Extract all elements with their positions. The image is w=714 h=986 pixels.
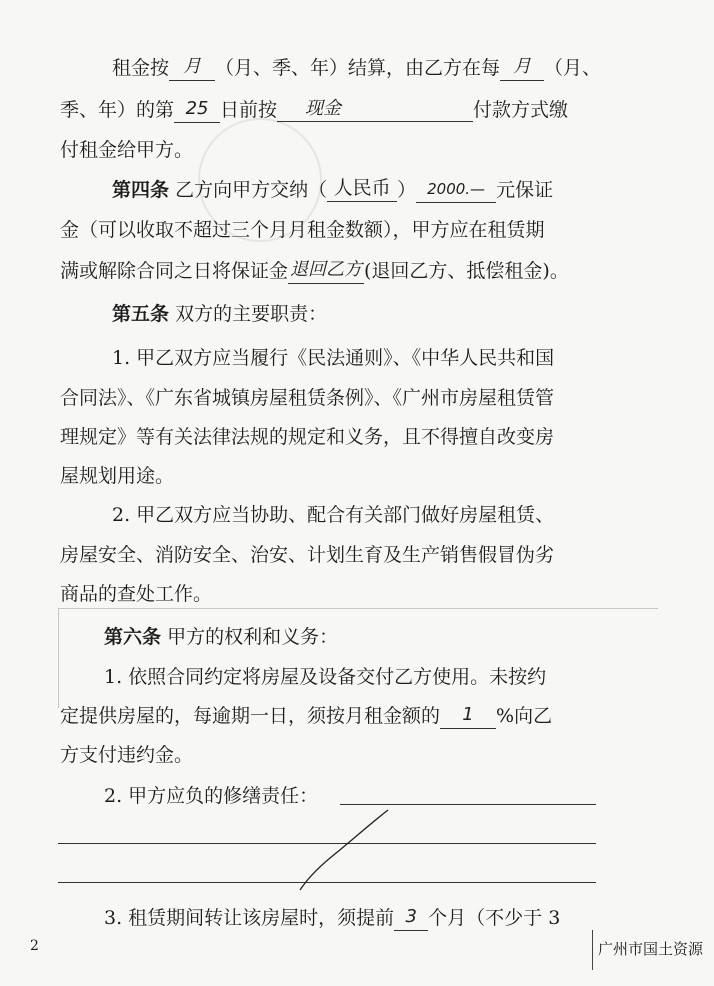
text-line: 1. 甲乙双方应当履行《民法通则》、《中华人民共和国 [112, 347, 555, 369]
fill-payment-method: 现金 [277, 96, 473, 122]
article-6-line: 第六条 甲方的权利和义务： [104, 626, 339, 648]
text-line: 季、年）的第 25 日前按 现金 付款方式缴 [60, 98, 569, 121]
text-line: 付租金给甲方。 [60, 139, 194, 161]
text-line: 房屋安全、消防安全、治安、计划生育及生产销售假冒伪劣 [60, 544, 555, 566]
strike-through-mark [290, 800, 400, 895]
fill-payment-day: 25 [174, 96, 220, 123]
fill-penalty-rate: 1 [440, 702, 496, 729]
article-5-title: 第五条 [112, 303, 170, 325]
text-line: 屋规划用途。 [60, 465, 175, 487]
text-line: 3. 租赁期间转让该房屋时，须提前 3 个月（不少于 3 [104, 906, 561, 929]
text-line: 理规定》等有关法律法规的规定和义务，且不得擅自改变房 [60, 426, 555, 448]
article-4-title: 第四条 [112, 179, 170, 201]
footer-divider [592, 930, 593, 970]
text-line: 商品的查处工作。 [60, 583, 213, 605]
fill-deposit-handling: 退回乙方 [288, 257, 364, 284]
article-6-title: 第六条 [104, 626, 162, 648]
fill-settlement-period: 月 [169, 54, 215, 81]
page-number: 2 [30, 938, 39, 954]
text-line: 2. 甲乙双方应当协助、配合有关部门做好房屋租赁、 [112, 504, 555, 526]
article-4-line: 第四条 乙方向甲方交纳（ 人民币 ） 2000.— 元保证 [112, 177, 554, 201]
section-box-left [58, 608, 59, 708]
text-line: 合同法》、《广东省城镇房屋租赁条例》、《广州市房屋租赁管 [60, 387, 555, 409]
fill-payment-period: 月 [500, 54, 544, 81]
text-line: 1. 依照合同约定将房屋及设备交付乙方使用。未按约 [104, 666, 547, 688]
text-line: 方支付违约金。 [60, 744, 194, 766]
fill-notice-months: 3 [394, 904, 428, 931]
text-line: 定提供房屋的，每逾期一日，须按月租金额的 1 %向乙 [60, 704, 553, 727]
footer-publisher: 广州市国土资源 [598, 940, 704, 958]
text-line: 满或解除合同之日将保证金 退回乙方 (退回乙方、抵偿租金)。 [60, 259, 569, 282]
text-line: 租金按 月 （月、季、年）结算，由乙方在每 月 （月、 [112, 56, 602, 79]
text-line: 金（可以收取不超过三个月月租金数额），甲方应在租赁期 [60, 219, 545, 241]
fill-currency: 人民币 [327, 175, 397, 202]
text-line: 2. 甲方应负的修缮责任： [104, 785, 319, 807]
article-5-line: 第五条 双方的主要职责： [112, 303, 328, 325]
fill-deposit-amount: 2000.— [416, 176, 496, 203]
